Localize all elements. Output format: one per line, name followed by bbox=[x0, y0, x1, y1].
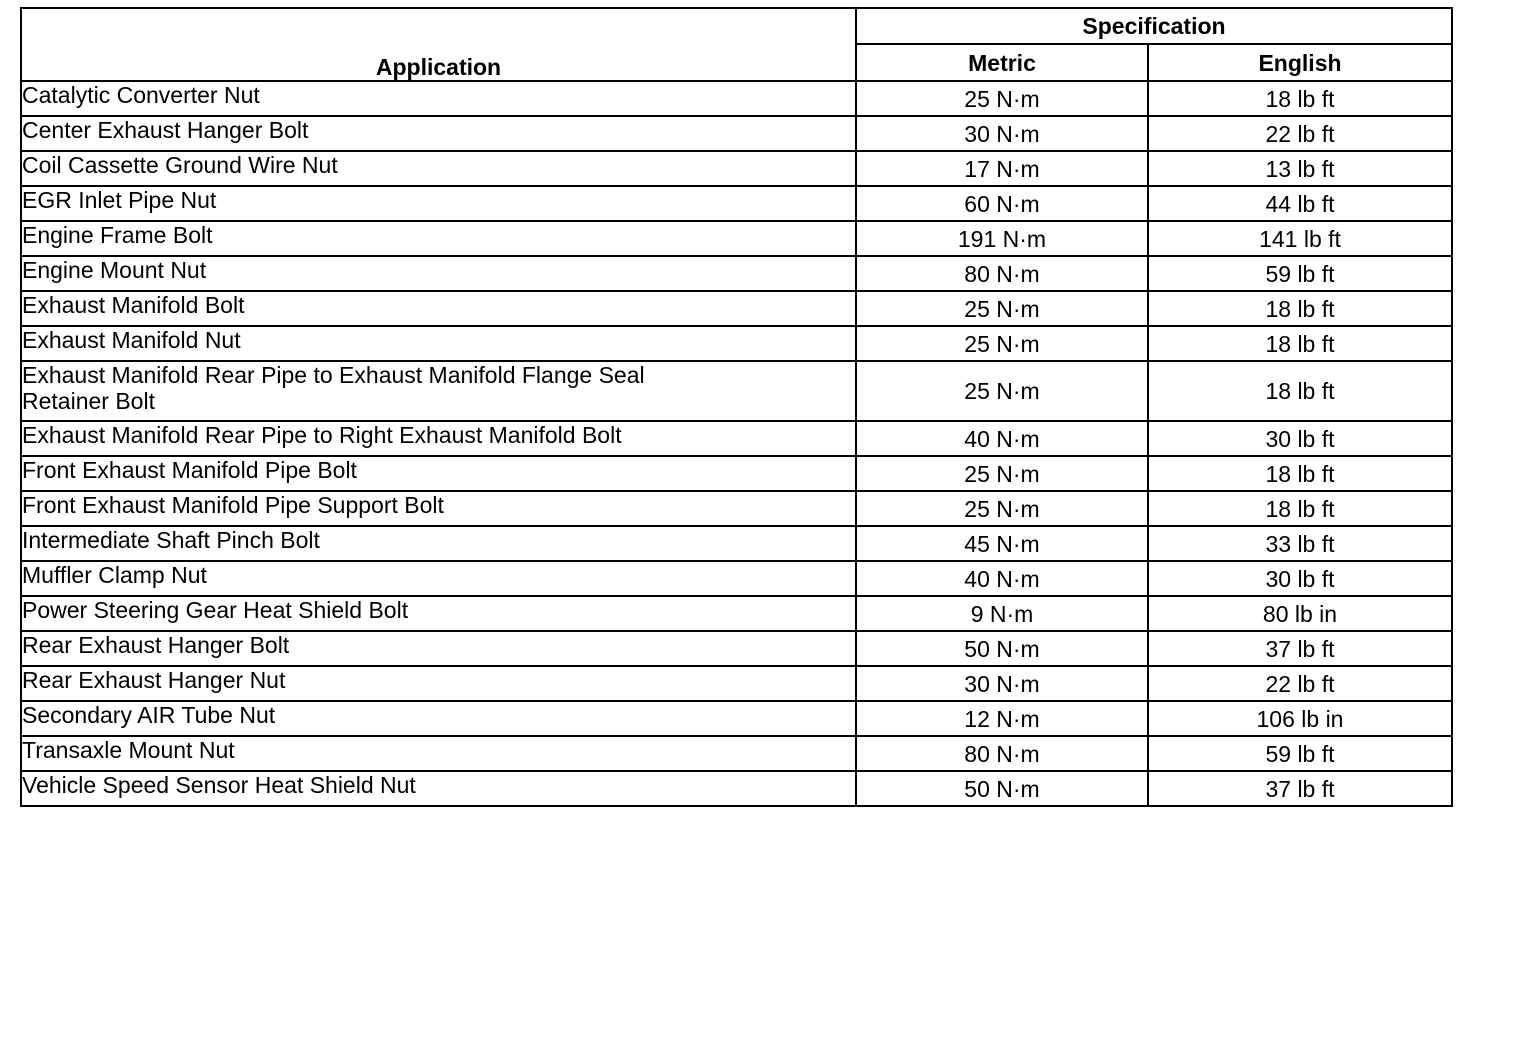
metric-cell: 80 N·m bbox=[856, 736, 1148, 771]
application-cell: Coil Cassette Ground Wire Nut bbox=[21, 151, 856, 186]
metric-cell: 30 N·m bbox=[856, 116, 1148, 151]
english-cell: 18 lb ft bbox=[1148, 291, 1452, 326]
application-cell: Exhaust Manifold Rear Pipe to Right Exhaust Manifold Bolt bbox=[21, 421, 856, 456]
table-row bbox=[21, 596, 1452, 631]
metric-cell: 80 N·m bbox=[856, 256, 1148, 291]
application-cell: Muffler Clamp Nut bbox=[21, 561, 856, 596]
english-cell: 30 lb ft bbox=[1148, 561, 1452, 596]
application-cell: Engine Frame Bolt bbox=[21, 221, 856, 256]
application-cell bbox=[21, 361, 856, 421]
metric-cell: 25 N·m bbox=[856, 491, 1148, 526]
table-row bbox=[21, 361, 1452, 421]
table-row bbox=[21, 186, 1452, 221]
english-cell: 33 lb ft bbox=[1148, 526, 1452, 561]
english-cell: 18 lb ft bbox=[1148, 81, 1452, 116]
metric-cell: 17 N·m bbox=[856, 151, 1148, 186]
english-cell: 18 lb ft bbox=[1148, 361, 1452, 421]
english-column-header: English bbox=[1148, 44, 1452, 81]
english-cell: 59 lb ft bbox=[1148, 736, 1452, 771]
application-cell: Vehicle Speed Sensor Heat Shield Nut bbox=[21, 771, 856, 806]
table-row bbox=[21, 291, 1452, 326]
table-row bbox=[21, 526, 1452, 561]
application-cell: Intermediate Shaft Pinch Bolt bbox=[21, 526, 856, 561]
application-cell-text: Exhaust Manifold Rear Pipe to Exhaust Manifold Flange Seal Retainer Bolt bbox=[22, 362, 645, 414]
table-row bbox=[21, 701, 1452, 736]
table-row bbox=[21, 116, 1452, 151]
metric-cell: 25 N·m bbox=[856, 291, 1148, 326]
table-row bbox=[21, 631, 1452, 666]
table-row bbox=[21, 81, 1452, 116]
english-cell: 106 lb in bbox=[1148, 701, 1452, 736]
metric-cell: 50 N·m bbox=[856, 771, 1148, 806]
metric-cell: 25 N·m bbox=[856, 361, 1148, 421]
english-cell: 37 lb ft bbox=[1148, 631, 1452, 666]
application-cell: Exhaust Manifold Nut bbox=[21, 326, 856, 361]
application-cell: Front Exhaust Manifold Pipe Support Bolt bbox=[21, 491, 856, 526]
english-cell: 18 lb ft bbox=[1148, 456, 1452, 491]
application-column-header: Application bbox=[21, 8, 856, 81]
metric-cell: 45 N·m bbox=[856, 526, 1148, 561]
english-cell: 18 lb ft bbox=[1148, 491, 1452, 526]
metric-cell: 25 N·m bbox=[856, 326, 1148, 361]
table-row bbox=[21, 666, 1452, 701]
application-cell: EGR Inlet Pipe Nut bbox=[21, 186, 856, 221]
metric-cell: 30 N·m bbox=[856, 666, 1148, 701]
table-row bbox=[21, 456, 1452, 491]
fastener-torque-spec-table bbox=[20, 7, 1453, 807]
application-cell: Rear Exhaust Hanger Nut bbox=[21, 666, 856, 701]
application-cell: Catalytic Converter Nut bbox=[21, 81, 856, 116]
metric-cell: 40 N·m bbox=[856, 421, 1148, 456]
table-row bbox=[21, 326, 1452, 361]
table-row bbox=[21, 421, 1452, 456]
metric-cell: 12 N·m bbox=[856, 701, 1148, 736]
english-cell: 30 lb ft bbox=[1148, 421, 1452, 456]
table-row bbox=[21, 736, 1452, 771]
english-cell: 141 lb ft bbox=[1148, 221, 1452, 256]
table-row bbox=[21, 491, 1452, 526]
metric-cell: 40 N·m bbox=[856, 561, 1148, 596]
english-cell: 18 lb ft bbox=[1148, 326, 1452, 361]
metric-cell: 60 N·m bbox=[856, 186, 1148, 221]
metric-cell: 191 N·m bbox=[856, 221, 1148, 256]
application-cell: Exhaust Manifold Bolt bbox=[21, 291, 856, 326]
application-cell: Center Exhaust Hanger Bolt bbox=[21, 116, 856, 151]
application-cell: Engine Mount Nut bbox=[21, 256, 856, 291]
metric-cell: 25 N·m bbox=[856, 81, 1148, 116]
table-row bbox=[21, 256, 1452, 291]
table-row bbox=[21, 771, 1452, 806]
english-cell: 80 lb in bbox=[1148, 596, 1452, 631]
english-cell: 44 lb ft bbox=[1148, 186, 1452, 221]
application-cell: Secondary AIR Tube Nut bbox=[21, 701, 856, 736]
metric-cell: 25 N·m bbox=[856, 456, 1148, 491]
metric-column-header: Metric bbox=[856, 44, 1148, 81]
table-row bbox=[21, 221, 1452, 256]
english-cell: 13 lb ft bbox=[1148, 151, 1452, 186]
metric-cell: 50 N·m bbox=[856, 631, 1148, 666]
application-cell: Power Steering Gear Heat Shield Bolt bbox=[21, 596, 856, 631]
application-cell: Rear Exhaust Hanger Bolt bbox=[21, 631, 856, 666]
english-cell: 59 lb ft bbox=[1148, 256, 1452, 291]
application-cell: Transaxle Mount Nut bbox=[21, 736, 856, 771]
table-row bbox=[21, 561, 1452, 596]
specification-group-header: Specification bbox=[856, 8, 1452, 44]
english-cell: 22 lb ft bbox=[1148, 666, 1452, 701]
application-cell: Front Exhaust Manifold Pipe Bolt bbox=[21, 456, 856, 491]
english-cell: 37 lb ft bbox=[1148, 771, 1452, 806]
table-row bbox=[21, 151, 1452, 186]
english-cell: 22 lb ft bbox=[1148, 116, 1452, 151]
metric-cell: 9 N·m bbox=[856, 596, 1148, 631]
